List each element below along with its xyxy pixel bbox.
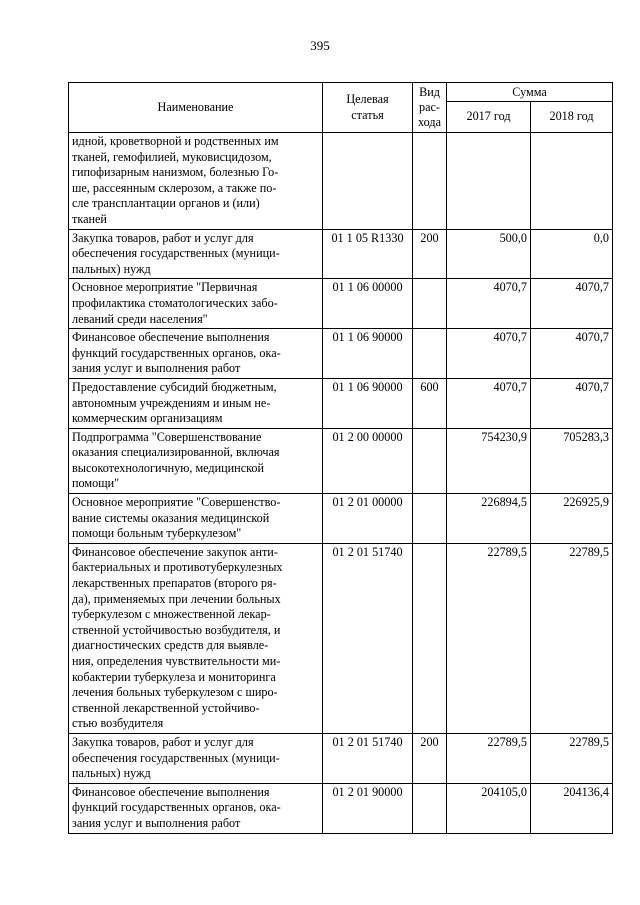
row-name-line: сле трансплантации органов и (или) (72, 196, 260, 211)
header-target-article (323, 83, 413, 133)
row-sum-2017: 22789,5 (447, 733, 531, 783)
row-expense-type (413, 543, 447, 733)
row-name (69, 494, 323, 544)
row-name-line: кобактерии туберкулеза и мониторинга (72, 669, 276, 684)
row-name (69, 133, 323, 230)
row-name (69, 733, 323, 783)
header-code-line: статья (351, 107, 384, 122)
row-expense-type (413, 428, 447, 493)
row-name-line: Финансовое обеспечение выполнения (72, 330, 270, 345)
row-name (69, 543, 323, 733)
row-target-article: 01 1 06 90000 (323, 378, 413, 428)
row-sum-2018 (531, 133, 613, 230)
table-row (69, 428, 613, 493)
row-name-line: оказания специализированной, включая (72, 445, 280, 460)
row-name-line: зания услуг и выполнения работ (72, 815, 241, 830)
row-name-line: Закупка товаров, работ и услуг для (72, 734, 254, 749)
row-target-article: 01 2 01 51740 (323, 543, 413, 733)
row-name-line: туберкулезом с множественной лекар- (72, 607, 271, 622)
row-name-line: Предоставление субсидий бюджетным, (72, 379, 277, 394)
table-row (69, 378, 613, 428)
row-sum-2018: 4070,7 (531, 279, 613, 329)
row-sum-2017: 226894,5 (447, 494, 531, 544)
header-year-2017: 2017 год (447, 102, 531, 133)
row-expense-type (413, 279, 447, 329)
row-expense-type (413, 329, 447, 379)
row-name (69, 428, 323, 493)
row-name-line: да), применяемых при лечении больных (72, 591, 281, 606)
header-vid-line: рас- (419, 100, 440, 114)
row-expense-type: 200 (413, 229, 447, 279)
row-name-line: зания услуг и выполнения работ (72, 361, 241, 376)
row-sum-2018: 204136,4 (531, 783, 613, 833)
row-name-line: лекарственных препаратов (второго ря- (72, 576, 277, 591)
row-name-line: ственной лекарственной устойчиво- (72, 700, 260, 715)
table-row (69, 229, 613, 279)
row-name-line: пальных) нужд (72, 261, 151, 276)
row-name-line: ственной устойчивостью возбудителя, и (72, 622, 281, 637)
table-row (69, 494, 613, 544)
table-row (69, 279, 613, 329)
row-target-article: 01 2 00 00000 (323, 428, 413, 493)
row-expense-type: 200 (413, 733, 447, 783)
header-name: Наименование (69, 83, 323, 133)
row-name (69, 329, 323, 379)
header-expense-type (413, 83, 447, 133)
row-name-line: Основное мероприятие "Совершенство- (72, 495, 281, 510)
row-name-line: коммерческим организациям (72, 411, 223, 426)
header-vid-line: хода (418, 115, 441, 129)
row-name-line: тканей, гемофилией, муковисцидозом, (72, 149, 272, 164)
header-code-line: Целевая (346, 91, 389, 106)
row-name-line: тканей (72, 211, 107, 226)
row-name-line: функций государственных органов, ока- (72, 800, 281, 815)
row-name-line: ше, рассеянным склерозом, а также по- (72, 180, 277, 195)
row-name (69, 229, 323, 279)
row-name (69, 783, 323, 833)
row-name-line: гипофизарным нанизмом, болезнью Го- (72, 165, 279, 180)
row-name-line: идной, кроветворной и родственных им (72, 134, 279, 148)
row-name (69, 378, 323, 428)
row-name-line: функций государственных органов, ока- (72, 345, 281, 360)
row-target-article: 01 2 01 90000 (323, 783, 413, 833)
row-sum-2018: 22789,5 (531, 543, 613, 733)
row-name-line: обеспечения государственных (муници- (72, 246, 280, 261)
table-row (69, 733, 613, 783)
header-year-2018: 2018 год (531, 102, 613, 133)
row-name-line: Финансовое обеспечение выполнения (72, 784, 270, 799)
row-name-line: стью возбудителя (72, 716, 164, 731)
row-target-article: 01 1 06 00000 (323, 279, 413, 329)
row-name-line: Финансовое обеспечение закупок анти- (72, 544, 278, 559)
header-sum: Сумма (447, 83, 613, 102)
row-name-line: ния, определения чувствительности ми- (72, 654, 281, 668)
row-name-line: пальных) нужд (72, 766, 151, 781)
row-sum-2018: 22789,5 (531, 733, 613, 783)
row-sum-2017: 4070,7 (447, 329, 531, 379)
table-row (69, 543, 613, 733)
row-name-line: вание системы оказания медицинской (72, 510, 270, 525)
row-name-line: помощи" (72, 476, 120, 491)
row-target-article: 01 1 06 90000 (323, 329, 413, 379)
row-target-article: 01 2 01 00000 (323, 494, 413, 544)
row-sum-2017 (447, 133, 531, 230)
table-row (69, 329, 613, 379)
row-sum-2018: 705283,3 (531, 428, 613, 493)
row-target-article: 01 1 05 R1330 (323, 229, 413, 279)
row-sum-2018: 226925,9 (531, 494, 613, 544)
row-target-article: 01 2 01 51740 (323, 733, 413, 783)
row-name-line: обеспечения государственных (муници- (72, 750, 280, 765)
page-number: 395 (310, 38, 330, 53)
row-name-line: леваний среди населения" (72, 311, 208, 326)
row-name-line: помощи больным туберкулезом" (72, 526, 242, 541)
row-sum-2017: 204105,0 (447, 783, 531, 833)
row-expense-type (413, 133, 447, 230)
row-name-line: высокотехнологичную, медицинской (72, 460, 265, 475)
row-name-line: автономным учреждениям и иным не- (72, 395, 271, 410)
row-sum-2018: 4070,7 (531, 329, 613, 379)
row-expense-type (413, 783, 447, 833)
row-sum-2018: 4070,7 (531, 378, 613, 428)
row-name-line: Подпрограмма "Совершенствование (72, 429, 262, 444)
table-row (69, 783, 613, 833)
row-name (69, 279, 323, 329)
row-expense-type (413, 494, 447, 544)
row-name-line: диагностических средств для выявле- (72, 638, 269, 653)
row-sum-2018: 0,0 (531, 229, 613, 279)
row-sum-2017: 4070,7 (447, 279, 531, 329)
row-name-line: профилактика стоматологических забо- (72, 295, 278, 310)
row-name-line: бактериальных и противотуберкулезных (72, 560, 283, 575)
table-row (69, 133, 613, 230)
row-sum-2017: 4070,7 (447, 378, 531, 428)
row-sum-2017: 754230,9 (447, 428, 531, 493)
header-vid-line: Вид (419, 85, 440, 99)
row-sum-2017: 500,0 (447, 229, 531, 279)
budget-table (68, 82, 613, 834)
row-name-line: Основное мероприятие "Первичная (72, 280, 258, 295)
row-expense-type: 600 (413, 378, 447, 428)
row-sum-2017: 22789,5 (447, 543, 531, 733)
row-target-article (323, 133, 413, 230)
row-name-line: Закупка товаров, работ и услуг для (72, 230, 254, 245)
row-name-line: лечения больных туберкулезом с широ- (72, 685, 278, 700)
